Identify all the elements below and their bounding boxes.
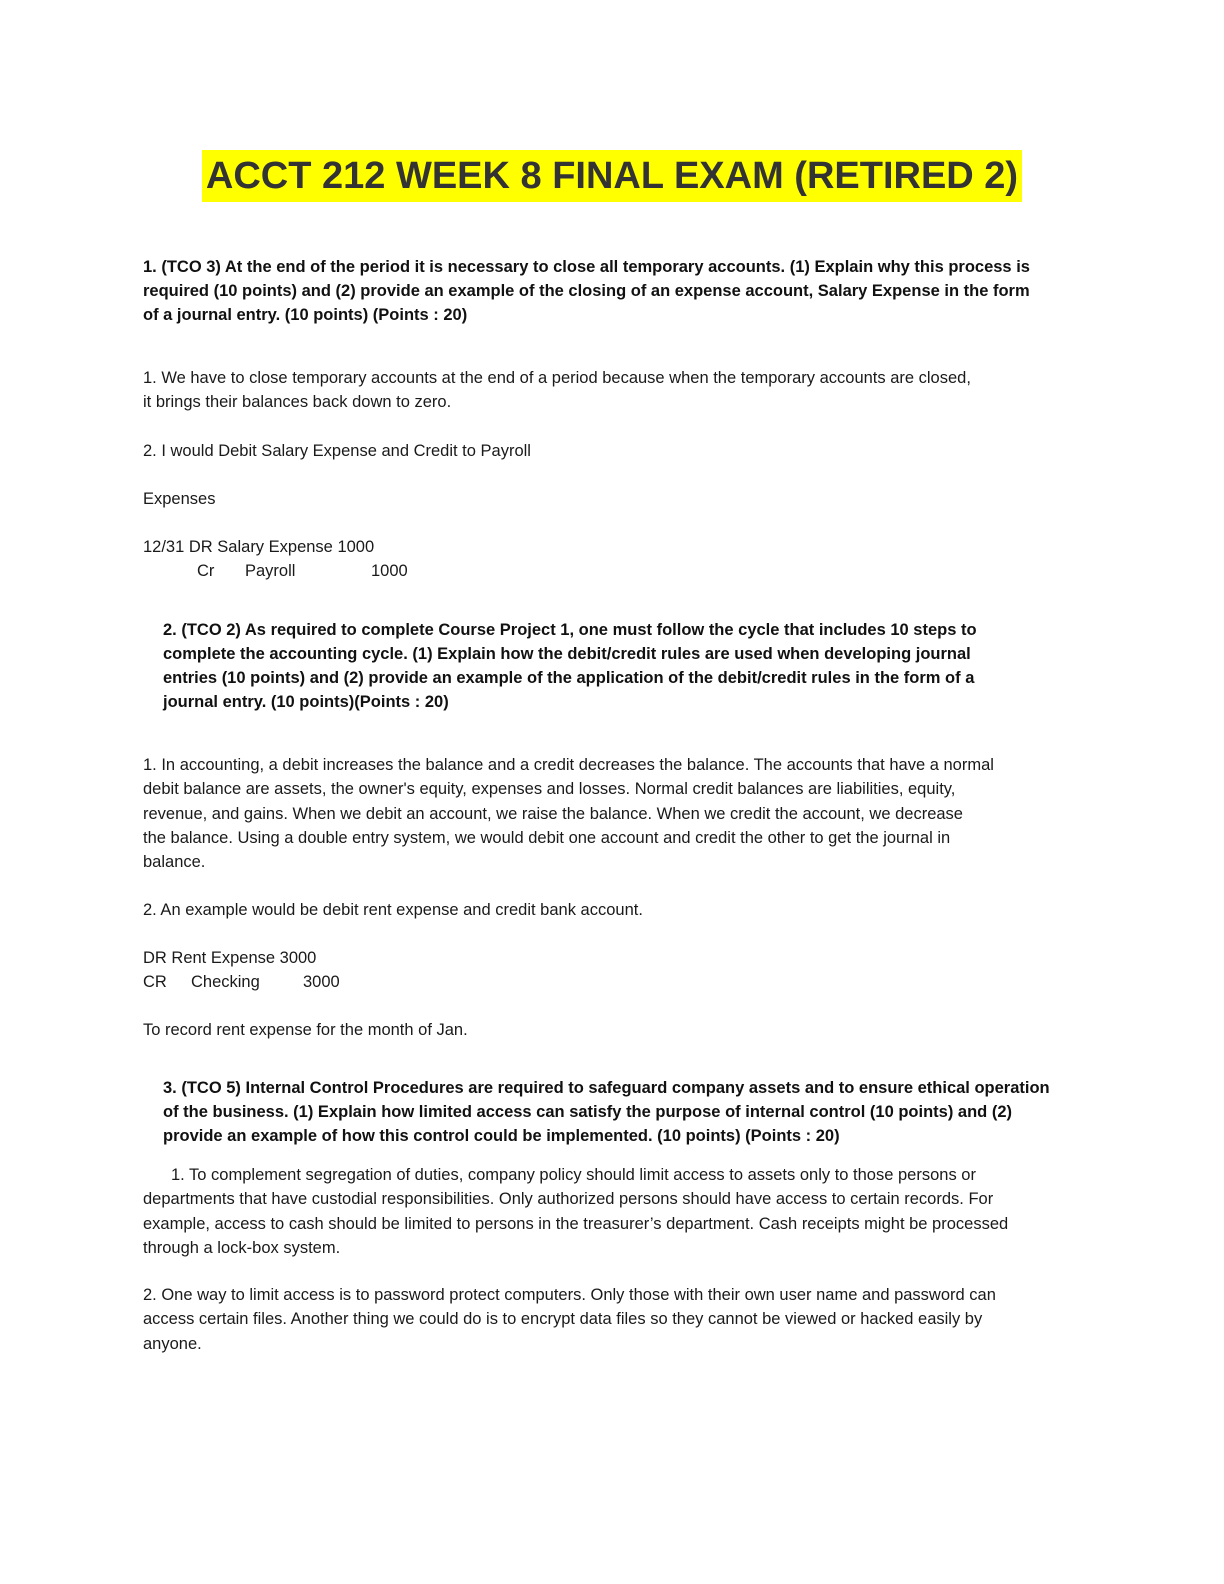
journal-credit-amount: 1000 (371, 562, 408, 581)
answer-line: it brings their balances back down to zero. (143, 393, 452, 412)
answer-2-memo: To record rent expense for the month of Jan. (143, 1021, 468, 1039)
question-1-line: of a journal entry. (10 points) (Points : 20) (143, 306, 468, 324)
answer-line: the balance. Using a double entry system, we would debit one account and credit the other to get the journal in (143, 828, 951, 847)
answer-1-part-1 (143, 366, 971, 415)
journal-credit-account: Payroll (245, 562, 296, 581)
journal-debit-line: DR Rent Expense 3000 (143, 949, 317, 967)
question-3-line: provide an example of how this control could be implemented. (10 points) (Points : 20) (163, 1127, 840, 1145)
question-1-line: 1. (TCO 3) At the end of the period it is necessary to close all temporary accounts. (1) Explain why this process is (143, 258, 1030, 276)
answer-line: debit balance are assets, the owner's equity, expenses and losses. Normal credit balances are liabilities, equity, (143, 780, 956, 799)
answer-line: through a lock-box system. (143, 1238, 341, 1257)
page-title: ACCT 212 WEEK 8 FINAL EXAM (RETIRED 2) (202, 150, 1022, 202)
answer-line: access certain files. Another thing we could do is to encrypt data files so they cannot be viewed or hacked easily by (143, 1310, 983, 1329)
answer-line: 1. In accounting, a debit increases the balance and a credit decreases the balance. The accounts that have a normal (143, 756, 994, 774)
title-container (0, 150, 1224, 202)
answer-1-journal-entry (143, 535, 408, 584)
answer-2-part-1 (143, 753, 994, 874)
question-3-line: of the business. (1) Explain how limited access can satisfy the purpose of internal control (10 points) and (2) (163, 1103, 1012, 1121)
answer-1-part-2: 2. I would Debit Salary Expense and Credit to Payroll (143, 442, 531, 460)
journal-credit-line (143, 559, 408, 583)
question-2-line: 2. (TCO 2) As required to complete Course Project 1, one must follow the cycle that includes 10 steps to (163, 621, 977, 639)
answer-line: 2. One way to limit access is to password protect computers. Only those with their own user name and password can (143, 1286, 996, 1304)
answer-2-journal-entry (143, 946, 340, 995)
answer-2-part-2: 2. An example would be debit rent expense and credit bank account. (143, 901, 643, 919)
question-1 (143, 255, 1030, 327)
question-2-line: journal entry. (10 points)(Points : 20) (163, 693, 449, 711)
journal-credit-amount: 3000 (303, 973, 340, 992)
question-3 (163, 1076, 1050, 1148)
answer-line: balance. (143, 853, 206, 872)
journal-credit-account: Checking (191, 973, 260, 992)
question-2 (163, 618, 977, 714)
journal-credit-label: Cr (197, 562, 215, 581)
answer-line: 1. We have to close temporary accounts at the end of a period because when the temporary accounts are closed, (143, 369, 971, 387)
question-2-line: entries (10 points) and (2) provide an example of the application of the debit/credit rules in the form of a (163, 669, 975, 687)
answer-line: 1. To complement segregation of duties, company policy should limit access to assets only to those persons or (171, 1166, 976, 1184)
answer-line: anyone. (143, 1334, 202, 1353)
journal-credit-line (143, 970, 340, 994)
answer-line: revenue, and gains. When we debit an account, we raise the balance. When we credit the account, we decrease (143, 804, 963, 823)
question-3-line: 3. (TCO 5) Internal Control Procedures are required to safeguard company assets and to ensure ethical operation (163, 1079, 1050, 1097)
journal-debit-line: 12/31 DR Salary Expense 1000 (143, 538, 375, 556)
answer-3-part-2 (143, 1283, 996, 1356)
answer-line: departments that have custodial responsibilities. Only authorized persons should have access to certain records. For (143, 1190, 994, 1209)
question-1-line: required (10 points) and (2) provide an example of the closing of an expense account, Salary Expense in the form (143, 282, 1030, 300)
journal-credit-label: CR (143, 973, 167, 992)
question-2-line: complete the accounting cycle. (1) Explain how the debit/credit rules are used when developing journal (163, 645, 971, 663)
answer-1-expenses-label: Expenses (143, 490, 216, 508)
answer-line: example, access to cash should be limited to persons in the treasurer’s department. Cash receipts might be processed (143, 1214, 1009, 1233)
answer-3-part-1 (143, 1163, 1008, 1260)
